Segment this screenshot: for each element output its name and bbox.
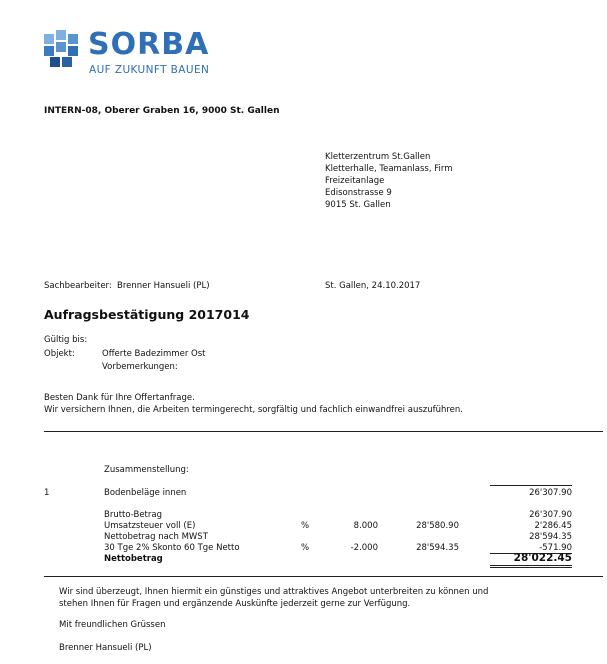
net-rule-double-2 (490, 567, 572, 568)
calc-label: Brutto-Betrag (104, 510, 162, 520)
net-amount: 28'022.45 (513, 552, 572, 564)
cube-logo-icon (42, 28, 84, 70)
calc-unit: % (301, 543, 310, 553)
calc-unit: % (301, 521, 310, 531)
summary-heading: Zusammenstellung: (104, 465, 189, 475)
position-label: Bodenbeläge innen (104, 488, 187, 498)
calc-base: 28'580.90 (416, 521, 459, 531)
recipient-line: Edisonstrasse 9 (325, 188, 392, 198)
calc-amount: 26'307.90 (529, 510, 572, 520)
recipient-line: 9015 St. Gallen (325, 200, 391, 210)
calc-label: Umsatzsteuer voll (E) (104, 521, 196, 531)
closing-text: Wir sind überzeugt, Ihnen hiermit ein günstiges und attraktives Angebot unterbreiten zu können und (59, 587, 489, 597)
calc-base: 28'594.35 (416, 543, 459, 553)
calc-label: 30 Tge 2% Skonto 60 Tge Netto (104, 543, 240, 553)
net-label: Nettobetrag (104, 554, 163, 564)
company-logo (42, 26, 227, 78)
signature: Brenner Hansueli (PL) (59, 643, 152, 653)
calc-amount: -571.90 (539, 543, 572, 553)
logo-tagline: AUF ZUKUNFT BAUEN (89, 64, 210, 76)
remarks-label: Vorbemerkungen: (102, 362, 178, 372)
calc-label: Nettobetrag nach MWST (104, 532, 208, 542)
intro-text: Wir versichern Ihnen, die Arbeiten termingerecht, sorgfältig und fachlich einwandfrei auszuführen. (44, 405, 464, 415)
place-date: St. Gallen, 24.10.2017 (325, 281, 421, 291)
object-value: Offerte Badezimmer Ost (102, 349, 206, 359)
greeting: Mit freundlichen Grüssen (59, 620, 166, 630)
divider (44, 431, 603, 432)
net-rule-double-1 (490, 565, 572, 566)
calc-rate: 8.000 (353, 521, 378, 531)
contact-label: Sachbearbeiter: (44, 281, 112, 291)
position-rule (490, 485, 572, 486)
position-amount: 26'307.90 (529, 488, 572, 498)
intro-text: Besten Dank für Ihre Offertanfrage. (44, 393, 195, 403)
recipient-line: Kletterhalle, Teamanlass, Firm (325, 164, 453, 174)
contact-name: Brenner Hansueli (PL) (117, 281, 210, 291)
position-number: 1 (44, 488, 50, 498)
valid-label: Gültig bis: (44, 335, 88, 345)
sender-line: INTERN-08, Oberer Graben 16, 9000 St. Gallen (44, 106, 280, 116)
recipient-line: Kletterzentrum St.Gallen (325, 152, 431, 162)
closing-text: stehen Ihnen für Fragen und ergänzende Auskünfte jederzeit gerne zur Verfügung. (59, 599, 411, 609)
calc-amount: 28'594.35 (529, 532, 572, 542)
recipient-line: Freizeitanlage (325, 176, 385, 186)
logo-wordmark: SORBA (88, 27, 210, 62)
divider (44, 576, 603, 577)
calc-amount: 2'286.45 (534, 521, 572, 531)
object-label: Objekt: (44, 349, 75, 359)
document-title: Aufragsbestätigung 2017014 (44, 307, 250, 322)
calc-rate: -2.000 (350, 543, 378, 553)
